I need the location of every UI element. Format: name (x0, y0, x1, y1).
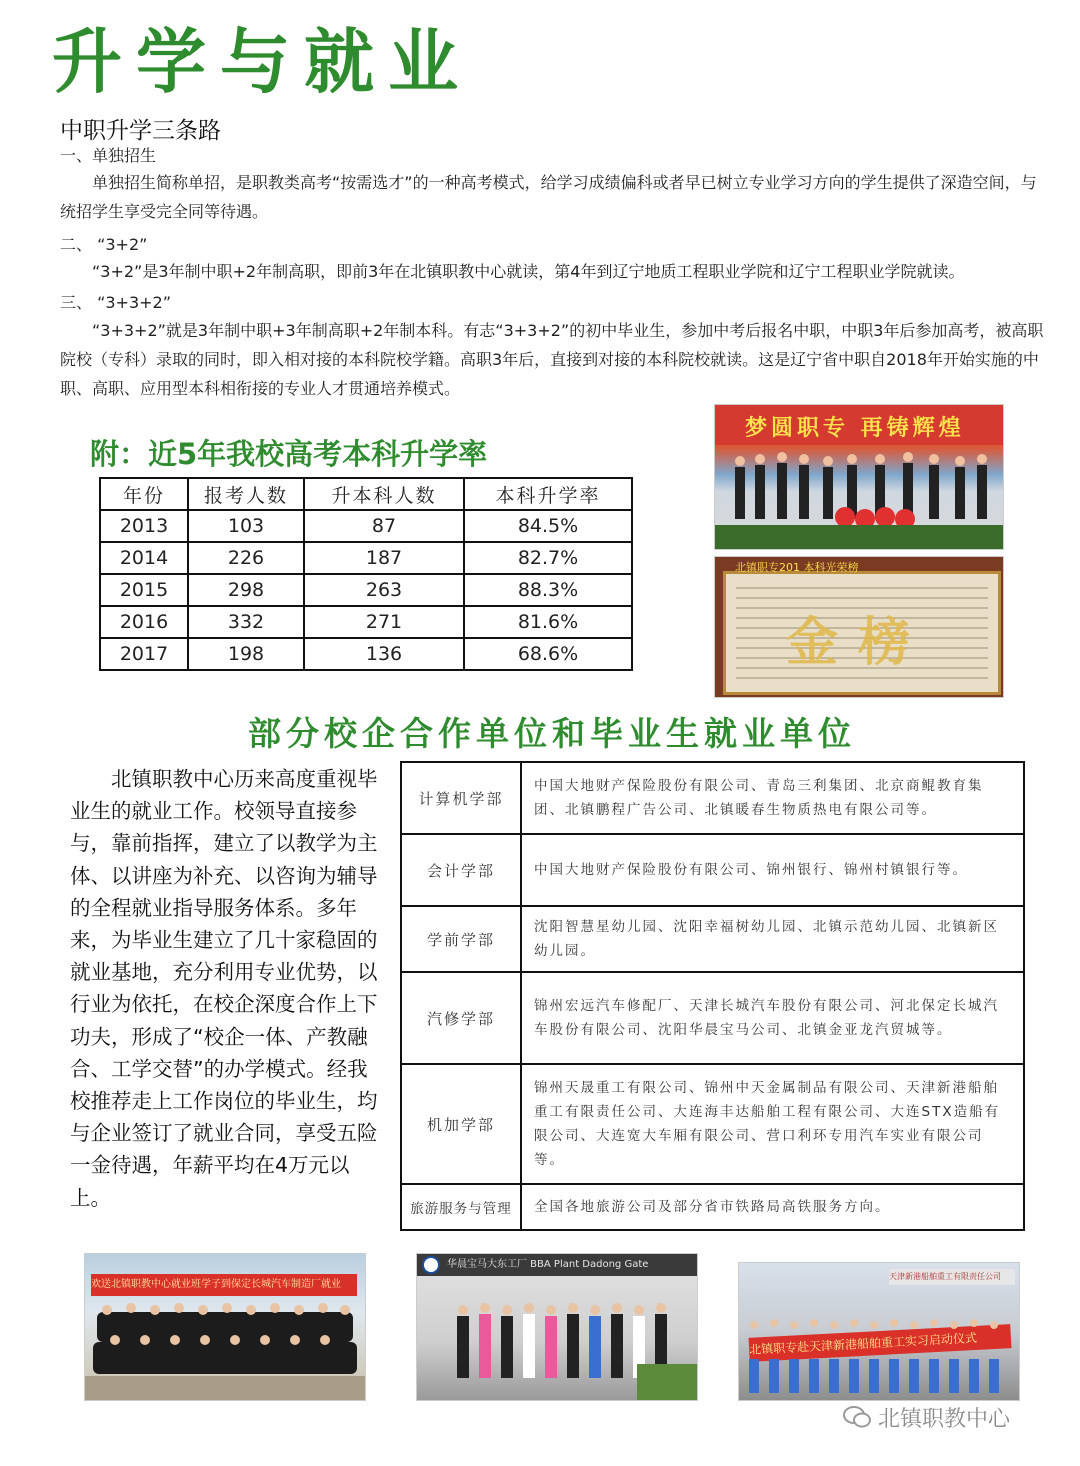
group-photo-2-people (417, 1254, 697, 1400)
table-row (100, 638, 632, 670)
group-photo-3 (738, 1262, 1020, 1401)
ceremony-photo (714, 404, 1004, 550)
companies-cell: 锦州宏远汽车修配厂、天津长城汽车股份有限公司、河北保定长城汽车股份有限公司、沈阳华晨宝马公司、北镇金亚龙汽贸城等。 (521, 972, 1024, 1064)
section-text-3: “3+3+2”就是3年制中职+3年制高职+2年制本科。有志“3+3+2”的初中毕业生，参加中考后报名中职，中职3年后参加高考，被高职院校（专科）录取的同时，即入相对接的本科院校学籍。高职3年后，直接到对接的本科院校就读。这是辽宁省中职自2018年开始实施的中职、高职、应用型本科相衔接的专业人才贯通培养模式。 (60, 321, 1044, 398)
table-row (401, 972, 1024, 1064)
dept-cell: 学前学部 (401, 906, 521, 972)
page-title: 升学与就业 (52, 21, 472, 103)
table-row (401, 906, 1024, 972)
group-photo-2 (416, 1253, 698, 1401)
table-cell: 2013 (100, 510, 188, 542)
gold-list-text: 金榜 (786, 613, 931, 673)
companies-cell: 锦州天晟重工有限公司、锦州中天金属制品有限公司、天津新港船舶重工有限责任公司、大连海丰达船舶工程有限公司、大连STX造船有限公司、大连宽大车厢有限公司、营口利环专用汽车实业有限公司等。 (521, 1064, 1024, 1184)
table-cell: 2017 (100, 638, 188, 670)
table-cell: 332 (188, 606, 304, 638)
table-cell: 103 (188, 510, 304, 542)
table-row (100, 542, 632, 574)
table-cell: 198 (188, 638, 304, 670)
section-heading-1: 一、单独招生 (60, 146, 157, 165)
dept-cell: 旅游服务与管理 (401, 1184, 521, 1230)
table-row (401, 762, 1024, 834)
table-cell: 2015 (100, 574, 188, 606)
section-text-1: 单独招生简称单招，是职教类高考“按需选才”的一种高考模式，给学习成绩偏科或者早已树立专业学习方向的学生提供了深造空间，与统招学生享受完全同等待遇。 (60, 173, 1037, 221)
companies-cell: 沈阳智慧星幼儿园、沈阳幸福树幼儿园、北镇示范幼儿园、北镇新区幼儿园。 (521, 906, 1024, 972)
group-photo-1-banner: 欢送北镇职教中心就业班学子到保定长城汽车制造厂就业 (91, 1274, 357, 1296)
table-cell: 263 (304, 574, 464, 606)
table-cell: 88.3% (464, 574, 632, 606)
dept-cell: 机加学部 (401, 1064, 521, 1184)
table-cell: 84.5% (464, 510, 632, 542)
group-photo-1 (84, 1253, 366, 1401)
coop-table (400, 761, 1025, 1231)
column-header: 报考人数 (188, 478, 304, 510)
section-heading-3: 三、 “3+3+2” (60, 293, 172, 312)
group-photo-3-banner: 北镇职专赴天津新港船舶重工实习启动仪式 (749, 1324, 1012, 1362)
companies-cell: 中国大地财产保险股份有限公司、锦州银行、锦州村镇银行等。 (521, 834, 1024, 906)
table-cell: 87 (304, 510, 464, 542)
table-cell: 82.7% (464, 542, 632, 574)
watermark-text: 北镇职教中心 (878, 1407, 1011, 1432)
table-row (100, 606, 632, 638)
table-cell: 81.6% (464, 606, 632, 638)
ceremony-banner-text: 梦圆职专 再铸辉煌 (745, 416, 965, 441)
dept-cell: 会计学部 (401, 834, 521, 906)
column-header: 年份 (100, 478, 188, 510)
table-cell: 226 (188, 542, 304, 574)
table-cell: 136 (304, 638, 464, 670)
section-text-2: “3+2”是3年制中职+2年制高职，即前3年在北镇职教中心就读，第4年到辽宁地质工程职业学院和辽宁工程职业学院就读。 (92, 262, 965, 281)
coop-section-title: 部分校企合作单位和毕业生就业单位 (248, 714, 856, 753)
dept-cell: 计算机学部 (401, 762, 521, 834)
group-photo-2-sign: 华晨宝马大东工厂 BBA Plant Dadong Gate (417, 1254, 698, 1276)
group-photo-3-people (739, 1263, 1019, 1400)
table-cell: 298 (188, 574, 304, 606)
column-header: 本科升学率 (464, 478, 632, 510)
wechat-icon (842, 1404, 872, 1430)
rate-table (99, 477, 633, 671)
table-row (401, 1184, 1024, 1230)
table-row (100, 510, 632, 542)
honor-board (723, 571, 1001, 695)
table-cell: 271 (304, 606, 464, 638)
group-photo-3-sign: 天津新港船舶重工有限责任公司 (889, 1269, 1015, 1285)
honor-banner-text: 北镇职专201 本科光荣榜 (735, 561, 859, 574)
group-photo-1-people (85, 1254, 365, 1400)
honor-list-photo (714, 556, 1004, 698)
table-row (401, 834, 1024, 906)
table-cell: 68.6% (464, 638, 632, 670)
table-cell: 2014 (100, 542, 188, 574)
dept-cell: 汽修学部 (401, 972, 521, 1064)
rate-table-title: 附：近5年我校高考本科升学率 (90, 437, 488, 471)
table-row (401, 1064, 1024, 1184)
table-cell: 2016 (100, 606, 188, 638)
companies-cell: 全国各地旅游公司及部分省市铁路局高铁服务方向。 (521, 1184, 1024, 1230)
companies-cell: 中国大地财产保险股份有限公司、青岛三利集团、北京商鲲教育集团、北镇鹏程广告公司、北镇暖春生物质热电有限公司等。 (521, 762, 1024, 834)
coop-intro-text: 北镇职教中心历来高度重视毕业生的就业工作。校领导直接参与，靠前指挥，建立了以教学为主体、以讲座为补充、以咨询为辅导的全程就业指导服务体系。多年来，为毕业生建立了几十家稳固的就业基地，充分利用专业优势，以行业为依托，在校企深度合作上下功夫，形成了“校企一体、产教融合、工学交替”的办学模式。经我校推荐走上工作岗位的毕业生，均与企业签订了就业合同，享受五险一金待遇，年薪平均在4万元以上。 (70, 767, 378, 1210)
column-header: 升本科人数 (304, 478, 464, 510)
section-subtitle: 中职升学三条路 (60, 118, 221, 144)
table-cell: 187 (304, 542, 464, 574)
table-row (100, 574, 632, 606)
section-heading-2: 二、 “3+2” (60, 235, 148, 254)
table-header-row (100, 478, 632, 510)
